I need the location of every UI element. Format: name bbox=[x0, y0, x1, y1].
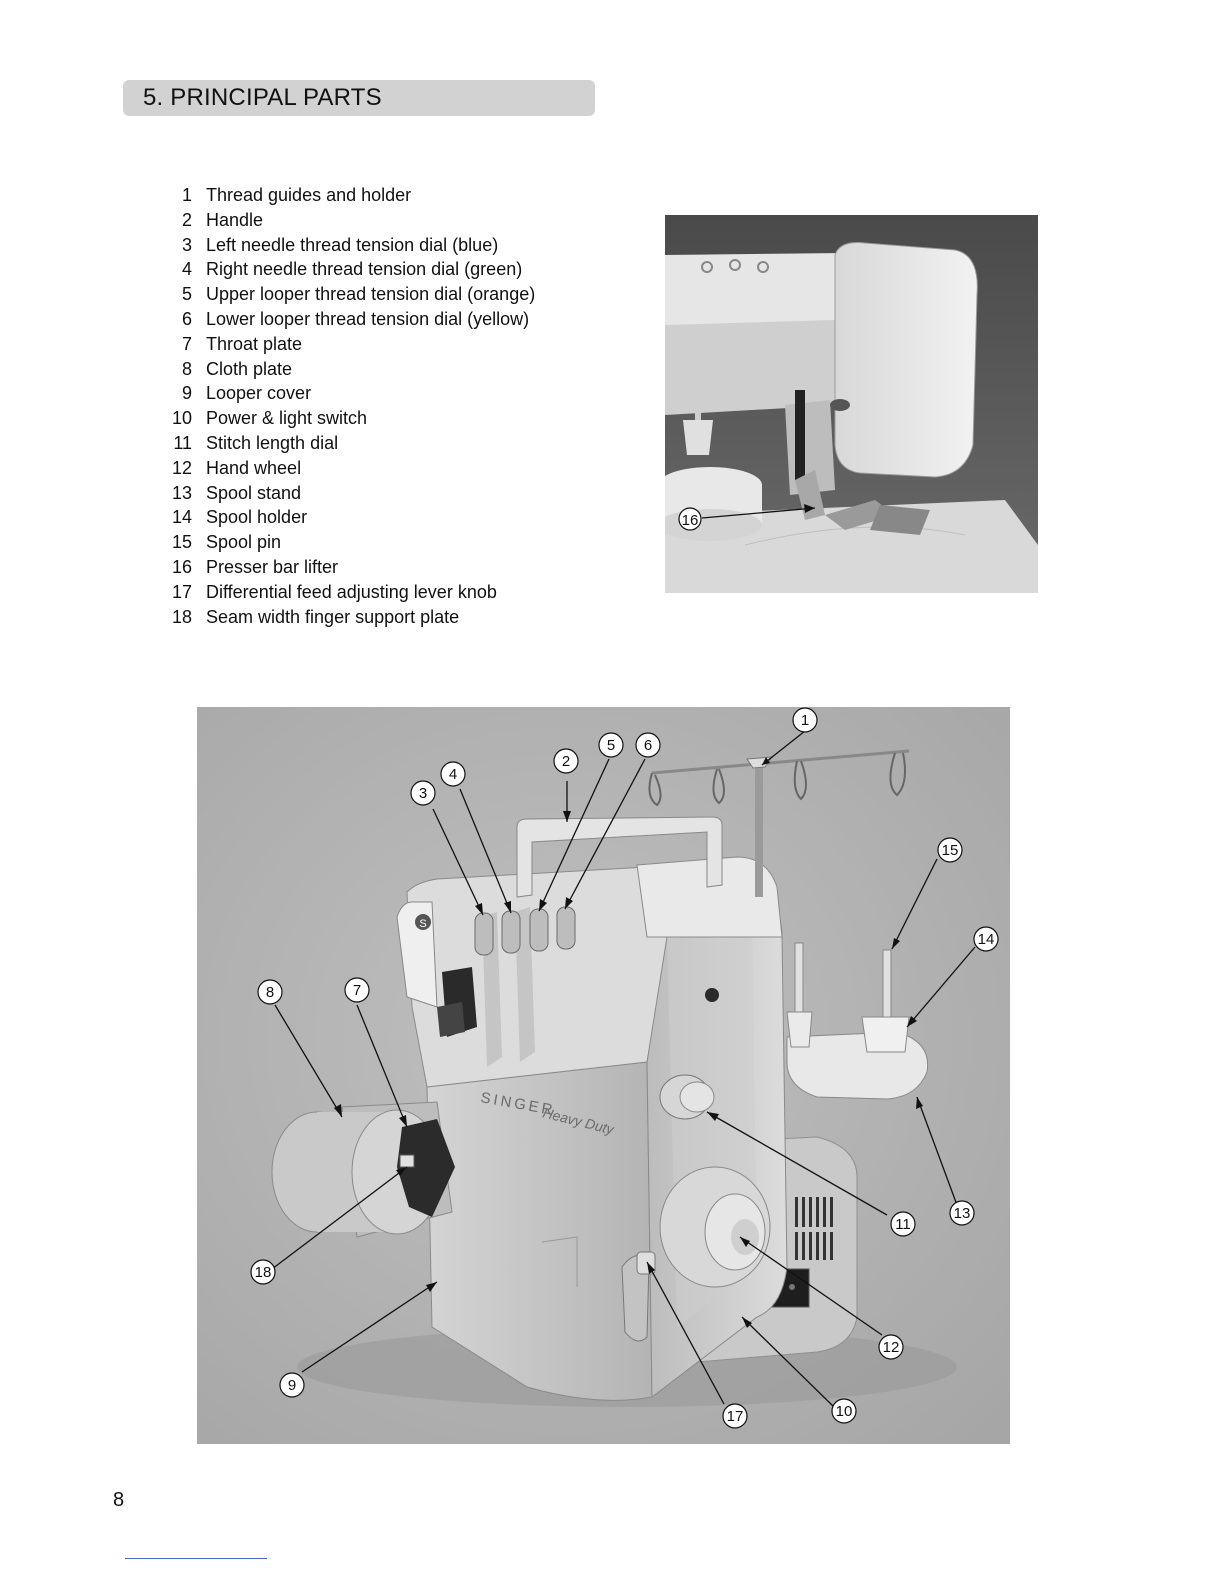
part-number: 4 bbox=[181, 259, 192, 280]
callout-8: 8 bbox=[265, 984, 275, 1001]
part-number: 17 bbox=[171, 581, 192, 602]
part-label: Left needle thread tension dial (blue) bbox=[206, 234, 499, 255]
part-number: 12 bbox=[171, 457, 192, 478]
footer-divider bbox=[125, 1558, 267, 1559]
part-number: 6 bbox=[181, 308, 192, 329]
callout-11: 11 bbox=[895, 1216, 911, 1233]
detail-photo bbox=[665, 215, 1038, 593]
part-number: 8 bbox=[181, 358, 192, 379]
list-item bbox=[160, 183, 630, 208]
part-label: Power & light switch bbox=[206, 408, 368, 429]
list-item bbox=[160, 257, 630, 282]
part-label: Thread guides and holder bbox=[206, 185, 412, 205]
part-number: 11 bbox=[173, 432, 192, 453]
main-photo bbox=[197, 707, 1010, 1444]
callout-15: 15 bbox=[941, 842, 959, 859]
part-label: Stitch length dial bbox=[206, 432, 339, 453]
list-item bbox=[160, 307, 630, 332]
callout-17: 17 bbox=[726, 1408, 744, 1425]
callout-16: 16 bbox=[681, 512, 699, 529]
part-number: 3 bbox=[181, 234, 192, 255]
part-label: Spool pin bbox=[206, 532, 282, 553]
list-item bbox=[160, 456, 630, 481]
callout-10: 10 bbox=[835, 1403, 853, 1420]
part-number: 9 bbox=[181, 383, 192, 404]
part-number: 13 bbox=[171, 482, 192, 503]
part-number: 14 bbox=[171, 507, 192, 528]
page-number: 8 bbox=[113, 1489, 125, 1511]
part-number: 16 bbox=[171, 556, 192, 577]
part-number: 2 bbox=[181, 209, 192, 230]
section-header bbox=[123, 80, 595, 116]
list-item bbox=[160, 555, 630, 580]
callout-3: 3 bbox=[418, 785, 428, 802]
part-number: 15 bbox=[171, 532, 192, 553]
list-item bbox=[160, 208, 630, 233]
parts-list bbox=[160, 183, 630, 629]
callout-5: 5 bbox=[606, 737, 616, 754]
part-label: Throat plate bbox=[206, 333, 303, 354]
callout-2: 2 bbox=[561, 753, 571, 770]
part-label: Upper looper thread tension dial (orange) bbox=[206, 284, 536, 305]
part-number: 18 bbox=[171, 606, 192, 627]
list-item bbox=[160, 431, 630, 456]
brand-text: SINGER bbox=[479, 1089, 557, 1120]
callout-13: 13 bbox=[953, 1205, 971, 1222]
callout-4: 4 bbox=[448, 766, 458, 783]
part-number: 5 bbox=[181, 284, 192, 305]
callout-12: 12 bbox=[882, 1339, 900, 1356]
list-item bbox=[160, 530, 630, 555]
list-item bbox=[160, 233, 630, 258]
logo-letter: S bbox=[419, 918, 427, 930]
part-label: Seam width finger support plate bbox=[206, 606, 460, 627]
callout-9: 9 bbox=[287, 1377, 297, 1394]
section-title: 5. PRINCIPAL PARTS bbox=[143, 84, 382, 111]
part-label: Right needle thread tension dial (green) bbox=[206, 259, 523, 280]
part-label: Presser bar lifter bbox=[206, 556, 339, 577]
list-item bbox=[160, 282, 630, 307]
list-item bbox=[160, 332, 630, 357]
list-item bbox=[160, 481, 630, 506]
list-item bbox=[160, 505, 630, 530]
callout-18: 18 bbox=[254, 1264, 272, 1281]
list-item bbox=[160, 580, 630, 605]
part-label: Spool holder bbox=[206, 507, 308, 528]
list-item bbox=[160, 381, 630, 406]
part-number: 1 bbox=[181, 185, 192, 205]
list-item bbox=[160, 605, 630, 630]
part-label: Cloth plate bbox=[206, 358, 293, 379]
part-label: Handle bbox=[206, 209, 264, 230]
part-label: Spool stand bbox=[206, 482, 302, 503]
callout-6: 6 bbox=[643, 737, 653, 754]
part-label: Hand wheel bbox=[206, 457, 302, 478]
part-label: Differential feed adjusting lever knob bbox=[206, 581, 497, 602]
part-number: 10 bbox=[171, 408, 192, 429]
callout-14: 14 bbox=[977, 931, 995, 948]
part-number: 7 bbox=[181, 333, 192, 354]
list-item bbox=[160, 357, 630, 382]
callout-1: 1 bbox=[800, 712, 810, 729]
model-text: Heavy Duty bbox=[541, 1104, 616, 1138]
part-label: Lower looper thread tension dial (yellow) bbox=[206, 308, 530, 329]
part-label: Looper cover bbox=[206, 383, 312, 404]
list-item bbox=[160, 406, 630, 431]
callout-7: 7 bbox=[352, 982, 362, 999]
